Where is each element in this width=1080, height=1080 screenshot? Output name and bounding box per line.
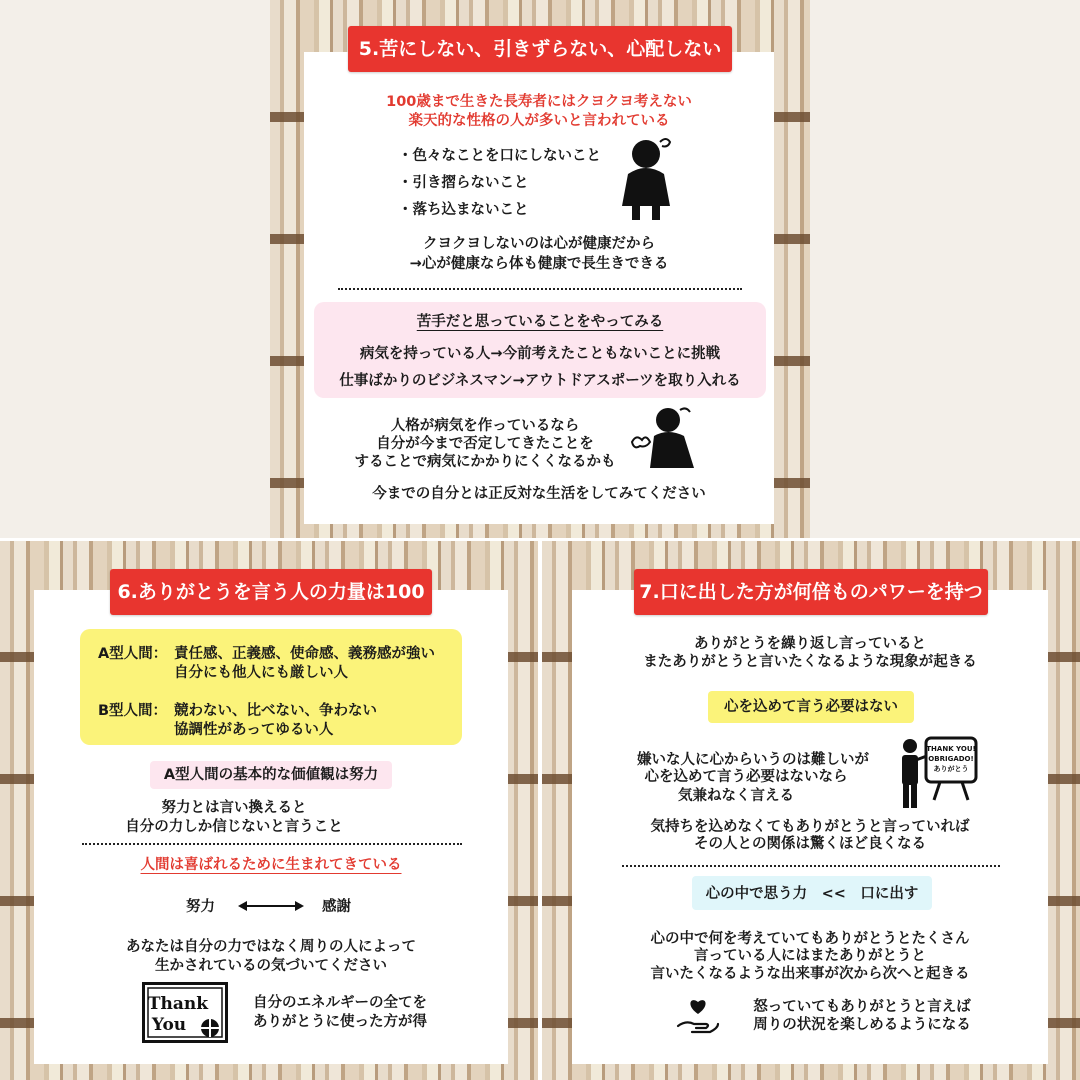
worried-person-icon (618, 132, 674, 222)
section6-red-heading: 人間は喜ばれるために生まれてきている (140, 857, 402, 873)
section5-para-line2: 自分が今まで否定してきたことを (376, 436, 594, 452)
section7-title: 7.口に出した方が何倍ものパワーを持つ (634, 569, 988, 615)
section6-a-line2: 自分にも他人にも厳しい人 (174, 665, 348, 681)
board-line1: THANK YOU! (926, 745, 976, 753)
section7-intro-line2: またありがとうと言いたくなるような現象が起きる (643, 654, 977, 670)
section7-divider (622, 865, 1000, 867)
section6-b-line2: 協調性があってゆるい人 (174, 722, 334, 738)
section6-arrow-right-label: 感謝 (322, 899, 351, 915)
double-arrow-icon (238, 899, 304, 913)
section6-note-line1: あなたは自分の力ではなく周りの人によって (126, 939, 416, 955)
section5-box-heading: 苦手だと思っていることをやってみる (416, 314, 664, 330)
section7-compare: 心の中で思う力 << 口に出す (705, 886, 919, 902)
section5-reason-line1: クヨクヨしないのは心が健康だから (423, 236, 655, 252)
section6-title: 6.ありがとうを言う人の力量は100 (110, 569, 432, 615)
section7-para1-line2: 心を込めて言う必要はないなら (644, 769, 848, 785)
section5-para-line3: することで病気にかかりにくくなるかも (354, 454, 616, 470)
panel-divider-vertical (538, 540, 542, 1080)
section7-para1-line1: 嫌いな人に心からいうのは難しいが (637, 752, 869, 768)
presenter-board-icon (896, 734, 980, 810)
thank-you-stamp-line1: Thank (147, 994, 209, 1014)
section5-box-line2: 仕事ばかりのビジネスマン→アウトドアスポーツを取り入れる (339, 373, 741, 389)
list-item: ・ 色々なことを口にしないこと (398, 146, 601, 166)
section7-highlight: 心を込めて言う必要はない (724, 699, 898, 715)
section5-bullet-list (398, 146, 601, 227)
board-line2: OBRIGADO! (928, 755, 974, 763)
section6-a-label: A型人間： (98, 646, 168, 662)
section6-closing-line2: ありがとうに使った方が得 (253, 1014, 427, 1030)
thank-you-stamp-line2: You (151, 1015, 187, 1035)
heart-hand-icon (676, 994, 720, 1038)
section5-box-line1: 病気を持っている人→今前考えたこともないことに挑戦 (359, 346, 721, 362)
section7-closing-line2: 周りの状況を楽しめるようになる (753, 1017, 971, 1033)
stressed-person-icon (628, 406, 702, 470)
section5-title: 5.苦にしない、引きずらない、心配しない (348, 26, 732, 72)
section5-para-line1: 人格が病気を作っているなら (390, 418, 580, 434)
section7-intro-line1: ありがとうを繰り返し言っていると (694, 636, 926, 652)
section7-para2-line1: 気持ちを込めなくてもありがとうと言っていれば (650, 819, 970, 835)
section7-closing-line1: 怒っていてもありがとうと言えば (753, 999, 971, 1015)
section6-effort-line1: 努力とは言い換えると (161, 800, 307, 816)
section5-divider (338, 288, 742, 290)
section6-divider (82, 843, 462, 845)
section5-lead-line1: 100歳まで生きた長寿者にはクヨクヨ考えない (386, 94, 692, 110)
thank-you-stamp-icon (142, 982, 230, 1044)
section6-highlight: A型人間の基本的な価値観は努力 (163, 767, 379, 783)
section6-closing-line1: 自分のエネルギーの全てを (253, 995, 427, 1011)
section5-closing: 今までの自分とは正反対な生活をしてみてください (372, 486, 706, 502)
section7-para1-line3: 気兼ねなく言える (678, 788, 794, 804)
section6-effort-line2: 自分の力しか信じないと言うこと (125, 819, 343, 835)
section5-reason-line2: →心が健康なら体も健康で長生きできる (409, 256, 669, 272)
section5-lead-line2: 楽天的な性格の人が多いと言われている (408, 113, 670, 129)
list-item: ・ 引き摺らないこと (398, 173, 601, 193)
section6-note-line2: 生かされているの気づいてください (155, 958, 387, 974)
section7-para3-line1: 心の中で何を考えていてもありがとうとたくさん (650, 931, 970, 947)
section6-b-label: B型人間： (98, 703, 168, 719)
section7-para3-line3: 言いたくなるような出来事が次から次へと起きる (650, 966, 970, 982)
board-line3: ありがとう (933, 765, 969, 773)
section6-a-line1: 責任感、正義感、使命感、義務感が強い (174, 646, 435, 662)
list-item: ・ 落ち込まないこと (398, 200, 601, 220)
section6-arrow-left-label: 努力 (186, 899, 215, 915)
section6-b-line1: 競わない、比べない、争わない (174, 703, 377, 719)
section7-para3-line2: 言っている人にはまたありがとうと (694, 948, 926, 964)
section7-para2-line2: その人との関係は驚くほど良くなる (694, 836, 926, 852)
